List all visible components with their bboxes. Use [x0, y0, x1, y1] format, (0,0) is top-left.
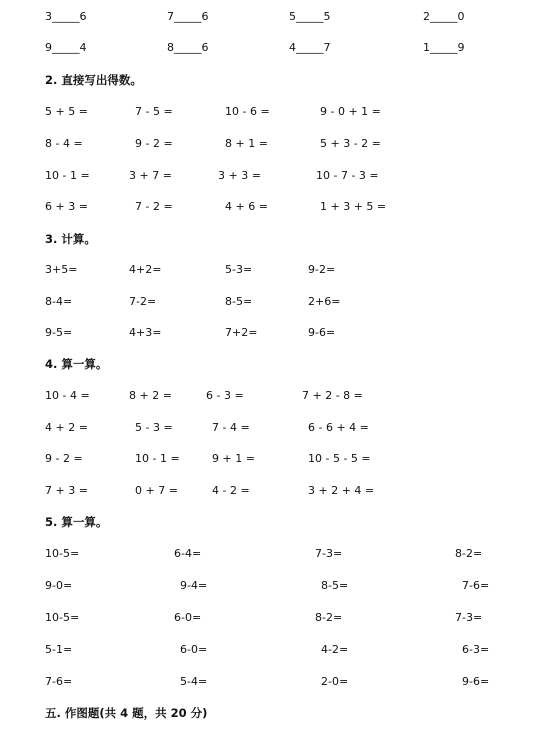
expression: 6 - 3 =: [206, 389, 244, 402]
expression: 7-3=: [455, 611, 483, 624]
expression: 7 - 4 =: [212, 421, 250, 434]
section-3-row-2: [0, 294, 556, 310]
expression: 9 - 2 =: [45, 452, 83, 465]
expression: 8 - 4 =: [45, 137, 83, 150]
expression: 6 - 6 + 4 =: [308, 421, 369, 434]
expression: 7+2=: [225, 326, 258, 339]
expression: 7-2=: [129, 295, 157, 308]
section-5-row-4: [0, 642, 556, 658]
expression: 2+6=: [308, 295, 341, 308]
expression: 8 + 2 =: [129, 389, 172, 402]
expression: 6-4=: [174, 547, 202, 560]
expression: 4+2=: [129, 263, 162, 276]
expression: 10 - 4 =: [45, 389, 90, 402]
expression: 1 + 3 + 5 =: [320, 200, 387, 213]
section-3-row-1: [0, 262, 556, 278]
expression: 10 - 1 =: [45, 169, 90, 182]
expression: 10 - 5 - 5 =: [308, 452, 371, 465]
expression: 9 - 0 + 1 =: [320, 105, 381, 118]
expression: 5 + 3 - 2 =: [320, 137, 381, 150]
expression: 6-0=: [180, 643, 208, 656]
expression: 5-1=: [45, 643, 73, 656]
expression: 9-5=: [45, 326, 73, 339]
expression: 8-5=: [321, 579, 349, 592]
expression: 3 + 7 =: [129, 169, 172, 182]
section-2-row-1: [0, 104, 556, 120]
section-4-row-1: [0, 388, 556, 404]
expression: 9 + 1 =: [212, 452, 255, 465]
expression: 3+5=: [45, 263, 78, 276]
expression: 8-5=: [225, 295, 253, 308]
section-4-title: 4. 算一算。: [45, 357, 108, 371]
compare-row-1: [0, 9, 556, 25]
section-3-row-3: [0, 325, 556, 341]
expression: 5 + 5 =: [45, 105, 88, 118]
expression: 7-3=: [315, 547, 343, 560]
expression: 3 + 3 =: [218, 169, 261, 182]
section-5-title: 5. 算一算。: [45, 515, 108, 529]
compare-item: 9_____4: [45, 41, 87, 54]
compare-item: 2_____0: [423, 10, 465, 23]
expression: 8-2=: [315, 611, 343, 624]
compare-row-2: [0, 40, 556, 56]
expression: 6 + 3 =: [45, 200, 88, 213]
expression: 8 + 1 =: [225, 137, 268, 150]
expression: 0 + 7 =: [135, 484, 178, 497]
expression: 4-2=: [321, 643, 349, 656]
compare-item: 1_____9: [423, 41, 465, 54]
expression: 5-3=: [225, 263, 253, 276]
expression: 9-2=: [308, 263, 336, 276]
expression: 4+3=: [129, 326, 162, 339]
expression: 4 + 6 =: [225, 200, 268, 213]
section-5-row-1: [0, 546, 556, 562]
expression: 8-4=: [45, 295, 73, 308]
expression: 10-5=: [45, 611, 80, 624]
expression: 9 - 2 =: [135, 137, 173, 150]
section-3-title: 3. 计算。: [45, 232, 96, 246]
expression: 7 + 2 - 8 =: [302, 389, 363, 402]
expression: 9-6=: [308, 326, 336, 339]
section-4-row-3: [0, 451, 556, 467]
section-2-row-2: [0, 136, 556, 152]
compare-item: 4_____7: [289, 41, 331, 54]
section-2-title: 2. 直接写出得数。: [45, 73, 142, 87]
expression: 7 - 5 =: [135, 105, 173, 118]
expression: 7 + 3 =: [45, 484, 88, 497]
section-5-row-5: [0, 674, 556, 690]
expression: 6-3=: [462, 643, 490, 656]
expression: 3 + 2 + 4 =: [308, 484, 375, 497]
section-5-row-3: [0, 610, 556, 626]
expression: 7-6=: [45, 675, 73, 688]
expression: 9-4=: [180, 579, 208, 592]
expression: 10 - 1 =: [135, 452, 180, 465]
compare-item: 7_____6: [167, 10, 209, 23]
expression: 10 - 7 - 3 =: [316, 169, 379, 182]
expression: 4 - 2 =: [212, 484, 250, 497]
expression: 5 - 3 =: [135, 421, 173, 434]
expression: 10 - 6 =: [225, 105, 270, 118]
expression: 7 - 2 =: [135, 200, 173, 213]
expression: 5-4=: [180, 675, 208, 688]
section-2-row-3: [0, 168, 556, 184]
expression: 6-0=: [174, 611, 202, 624]
compare-item: 8_____6: [167, 41, 209, 54]
expression: 9-0=: [45, 579, 73, 592]
expression: 9-6=: [462, 675, 490, 688]
compare-item: 3_____6: [45, 10, 87, 23]
section-five-title: 五. 作图题(共 4 题，共 20 分): [45, 706, 208, 720]
section-2-row-4: [0, 199, 556, 215]
expression: 8-2=: [455, 547, 483, 560]
expression: 10-5=: [45, 547, 80, 560]
section-4-row-4: [0, 483, 556, 499]
section-4-row-2: [0, 420, 556, 436]
section-5-row-2: [0, 578, 556, 594]
expression: 4 + 2 =: [45, 421, 88, 434]
compare-item: 5_____5: [289, 10, 331, 23]
expression: 7-6=: [462, 579, 490, 592]
expression: 2-0=: [321, 675, 349, 688]
